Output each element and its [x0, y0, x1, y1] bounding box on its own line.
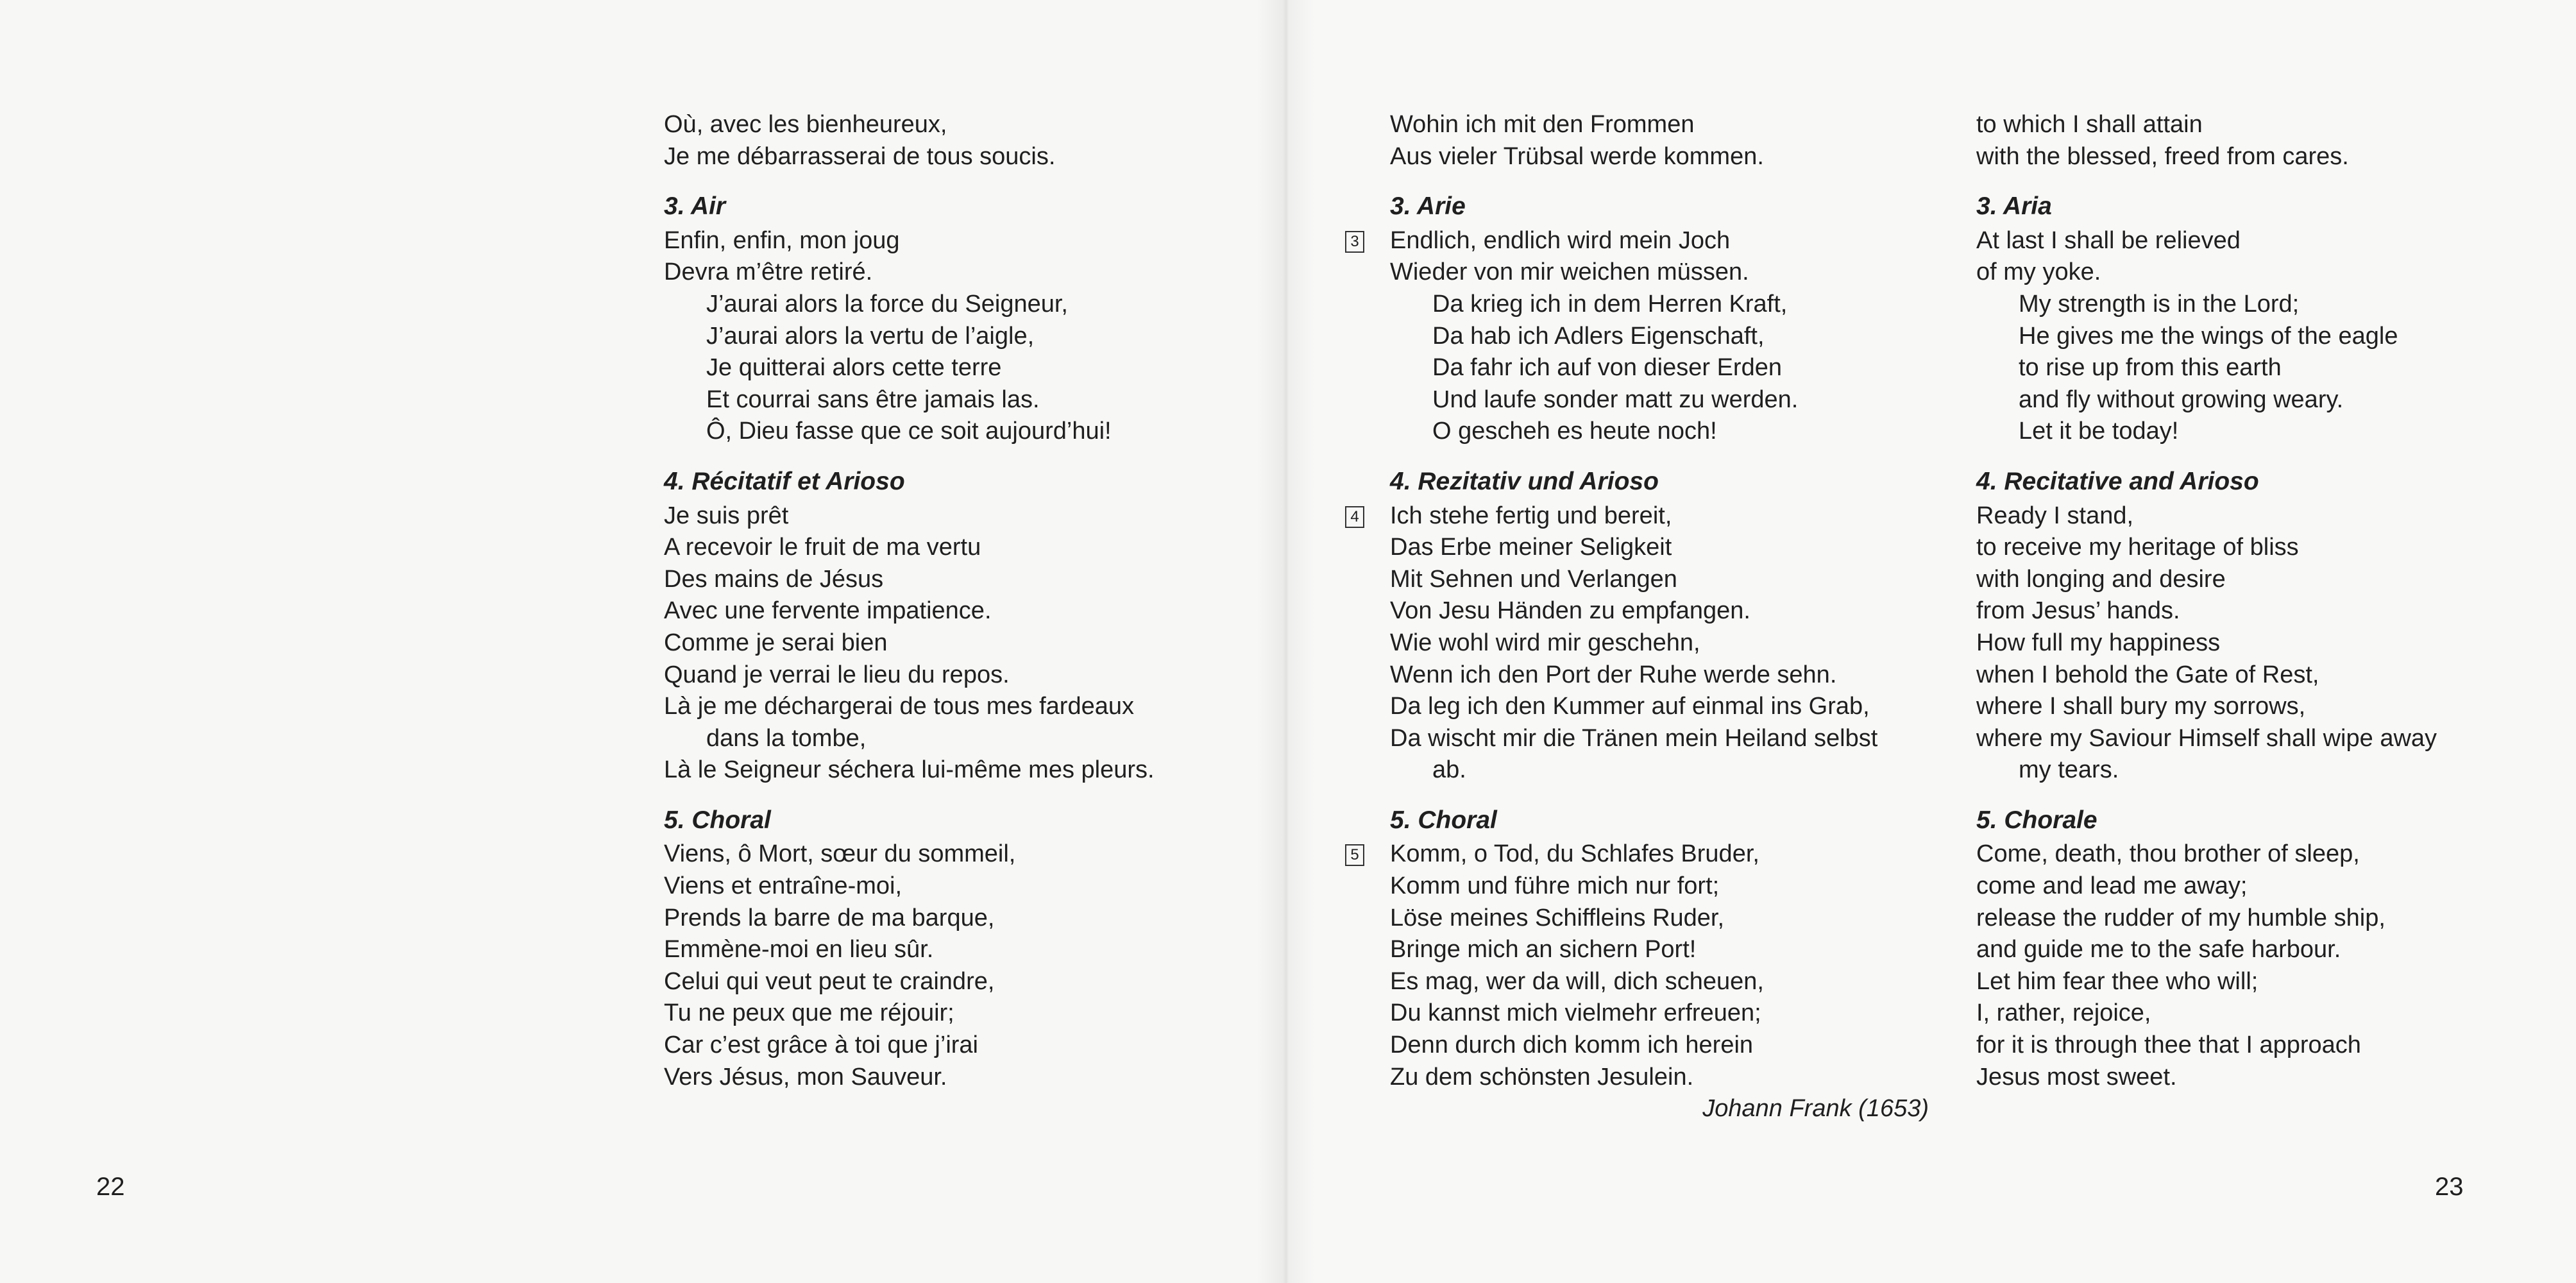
- english-recitative-line: Ready I stand,: [1976, 502, 2134, 529]
- french-aria-line: Et courrai sans être jamais las.: [706, 386, 1040, 413]
- german-recitative-line: Das Erbe meiner Seligkeit: [1390, 534, 1672, 561]
- page-number-right: 23: [2435, 1173, 2464, 1201]
- english-chorale-line: for it is through thee that I approach: [1976, 1032, 2361, 1059]
- english-aria-line: My strength is in the Lord;: [2019, 290, 2300, 318]
- german-chorale-line: Bringe mich an sichern Port!: [1390, 936, 1697, 964]
- english-intro-line: with the blessed, freed from cares.: [1976, 142, 2349, 170]
- german-chorale-line: Löse meines Schiffleins Ruder,: [1390, 904, 1725, 931]
- english-recitative-line: where I shall bury my sorrows,: [1976, 693, 2306, 720]
- french-chorale-line: Celui qui veut peut te craindre,: [664, 967, 995, 995]
- german-chorale-heading: 5. Choral: [1390, 806, 1497, 834]
- track-number-box: 3: [1345, 231, 1364, 253]
- french-chorale-heading: 5. Choral: [664, 806, 771, 834]
- french-column: [664, 109, 1155, 1093]
- french-aria-heading: 3. Air: [664, 192, 726, 221]
- english-chorale-line: I, rather, rejoice,: [1976, 999, 2151, 1027]
- english-aria-line: At last I shall be relieved: [1976, 226, 2241, 254]
- german-recitative-line: Wenn ich den Port der Ruhe werde sehn.: [1390, 661, 1837, 688]
- french-chorale-line: Car c’est grâce à toi que j’irai: [664, 1032, 978, 1059]
- german-recitative-line: 4 Ich stehe fertig und bereit,: [1390, 500, 1929, 532]
- french-chorale-line: Vers Jésus, mon Sauveur.: [664, 1063, 947, 1091]
- french-chorale-line: Emmène-moi en lieu sûr.: [664, 936, 934, 964]
- english-recitative-line: from Jesus’ hands.: [1976, 597, 2180, 625]
- german-column: [1350, 109, 1929, 1125]
- german-aria-line: Da hab ich Adlers Eigenschaft,: [1432, 322, 1765, 350]
- english-aria-line: of my yoke.: [1976, 259, 2101, 286]
- french-intro-line: Où, avec les bienheureux,: [664, 111, 947, 138]
- german-recitative-line: Mit Sehnen und Verlangen: [1390, 565, 1677, 593]
- english-chorale-line: Jesus most sweet.: [1976, 1063, 2177, 1091]
- german-recitative-line: Von Jesu Händen zu empfangen.: [1390, 597, 1750, 625]
- french-recitative-line: Je suis prêt: [664, 502, 789, 529]
- german-aria-line: O gescheh es heute noch!: [1432, 418, 1717, 445]
- english-chorale-line: come and lead me away;: [1976, 872, 2248, 900]
- german-aria-line: Und laufe sonder matt zu werden.: [1432, 386, 1799, 413]
- english-chorale-line: and guide me to the safe harbour.: [1976, 936, 2341, 964]
- french-chorale-line: Prends la barre de ma barque,: [664, 904, 995, 931]
- french-chorale-line: Tu ne peux que me réjouir;: [664, 999, 954, 1027]
- french-chorale-line: Viens, ô Mort, sœur du sommeil,: [664, 840, 1016, 868]
- french-aria-line: J’aurai alors la force du Seigneur,: [706, 290, 1068, 318]
- french-aria-line: Devra m’être retiré.: [664, 259, 873, 286]
- french-aria-line: J’aurai alors la vertu de l’aigle,: [706, 322, 1035, 350]
- french-recitative-line: dans la tombe,: [706, 724, 867, 752]
- english-aria-line: to rise up from this earth: [2019, 354, 2282, 382]
- english-aria-line: Let it be today!: [2019, 418, 2179, 445]
- english-intro-line: to which I shall attain: [1976, 111, 2203, 138]
- german-chorale-line: Es mag, wer da will, dich scheuen,: [1390, 967, 1764, 995]
- french-recitative-line: Avec une fervente impatience.: [664, 597, 992, 625]
- german-chorale-line: 5 Komm, o Tod, du Schlafes Bruder,: [1390, 838, 1929, 871]
- english-chorale-line: release the rudder of my humble ship,: [1976, 904, 2385, 931]
- show-through-left: [90, 192, 603, 1091]
- french-recitative-line: Là le Seigneur séchera lui-même mes pleurs.: [664, 756, 1155, 784]
- french-recitative-line: Quand je verrai le lieu du repos.: [664, 661, 1010, 688]
- german-chorale-line: Denn durch dich komm ich herein: [1390, 1032, 1754, 1059]
- german-aria-heading: 3. Arie: [1390, 192, 1466, 221]
- french-aria-line: Enfin, enfin, mon joug: [664, 226, 900, 254]
- german-recitative-heading: 4. Rezitativ und Arioso: [1390, 467, 1659, 495]
- german-recitative-line: Wie wohl wird mir geschehn,: [1390, 629, 1700, 656]
- track-number-box: 4: [1345, 506, 1364, 528]
- french-recitative-line: Des mains de Jésus: [664, 565, 884, 593]
- french-recitative-heading: 4. Récitatif et Arioso: [664, 467, 905, 495]
- german-chorale-author: Johann Frank (1653): [1702, 1095, 1929, 1123]
- english-recitative-line: when I behold the Gate of Rest,: [1976, 661, 2319, 688]
- german-recitative-line: ab.: [1432, 756, 1466, 784]
- french-chorale-line: Viens et entraîne-moi,: [664, 872, 902, 900]
- german-chorale-line: Du kannst mich vielmehr erfreuen;: [1390, 999, 1761, 1027]
- book-gutter: [1257, 0, 1315, 1283]
- french-recitative-line: Là je me déchargerai de tous mes fardeaux: [664, 693, 1134, 720]
- english-aria-line: He gives me the wings of the eagle: [2019, 322, 2398, 350]
- english-recitative-line: where my Saviour Himself shall wipe away: [1976, 724, 2437, 752]
- english-chorale-line: Come, death, thou brother of sleep,: [1976, 840, 2360, 868]
- french-intro-line: Je me débarrasserai de tous soucis.: [664, 142, 1056, 170]
- english-recitative-line: my tears.: [2019, 756, 2119, 784]
- english-aria-heading: 3. Aria: [1976, 192, 2052, 221]
- german-aria-line: 3 Endlich, endlich wird mein Joch: [1390, 225, 1929, 257]
- english-recitative-line: How full my happiness: [1976, 629, 2221, 656]
- german-aria-line: Wieder von mir weichen müssen.: [1390, 259, 1749, 286]
- german-intro-line: Aus vieler Trübsal werde kommen.: [1390, 142, 1764, 170]
- german-aria-line: Da fahr ich auf von dieser Erden: [1432, 354, 1782, 382]
- english-column: [1976, 109, 2437, 1093]
- german-chorale-line: Zu dem schönsten Jesulein.: [1390, 1063, 1694, 1091]
- french-recitative-line: Comme je serai bien: [664, 629, 888, 656]
- german-aria-line: Da krieg ich in dem Herren Kraft,: [1432, 290, 1788, 318]
- english-recitative-heading: 4. Recitative and Arioso: [1976, 467, 2259, 495]
- english-recitative-line: with longing and desire: [1976, 565, 2226, 593]
- german-chorale-line: Komm und führe mich nur fort;: [1390, 872, 1720, 900]
- german-recitative-line: Da leg ich den Kummer auf einmal ins Grab,: [1390, 693, 1870, 720]
- english-aria-line: and fly without growing weary.: [2019, 386, 2344, 413]
- german-recitative-line: Da wischt mir die Tränen mein Heiland selbst: [1390, 724, 1878, 752]
- english-chorale-line: Let him fear thee who will;: [1976, 967, 2258, 995]
- german-intro-line: Wohin ich mit den Frommen: [1390, 111, 1695, 138]
- french-aria-line: Je quitterai alors cette terre: [706, 354, 1002, 382]
- english-recitative-line: to receive my heritage of bliss: [1976, 534, 2299, 561]
- french-recitative-line: A recevoir le fruit de ma vertu: [664, 534, 981, 561]
- english-chorale-heading: 5. Chorale: [1976, 806, 2097, 834]
- track-number-box: 5: [1345, 844, 1364, 866]
- page-number-left: 22: [96, 1173, 125, 1201]
- french-aria-line: Ô, Dieu fasse que ce soit aujourd’hui!: [706, 418, 1112, 445]
